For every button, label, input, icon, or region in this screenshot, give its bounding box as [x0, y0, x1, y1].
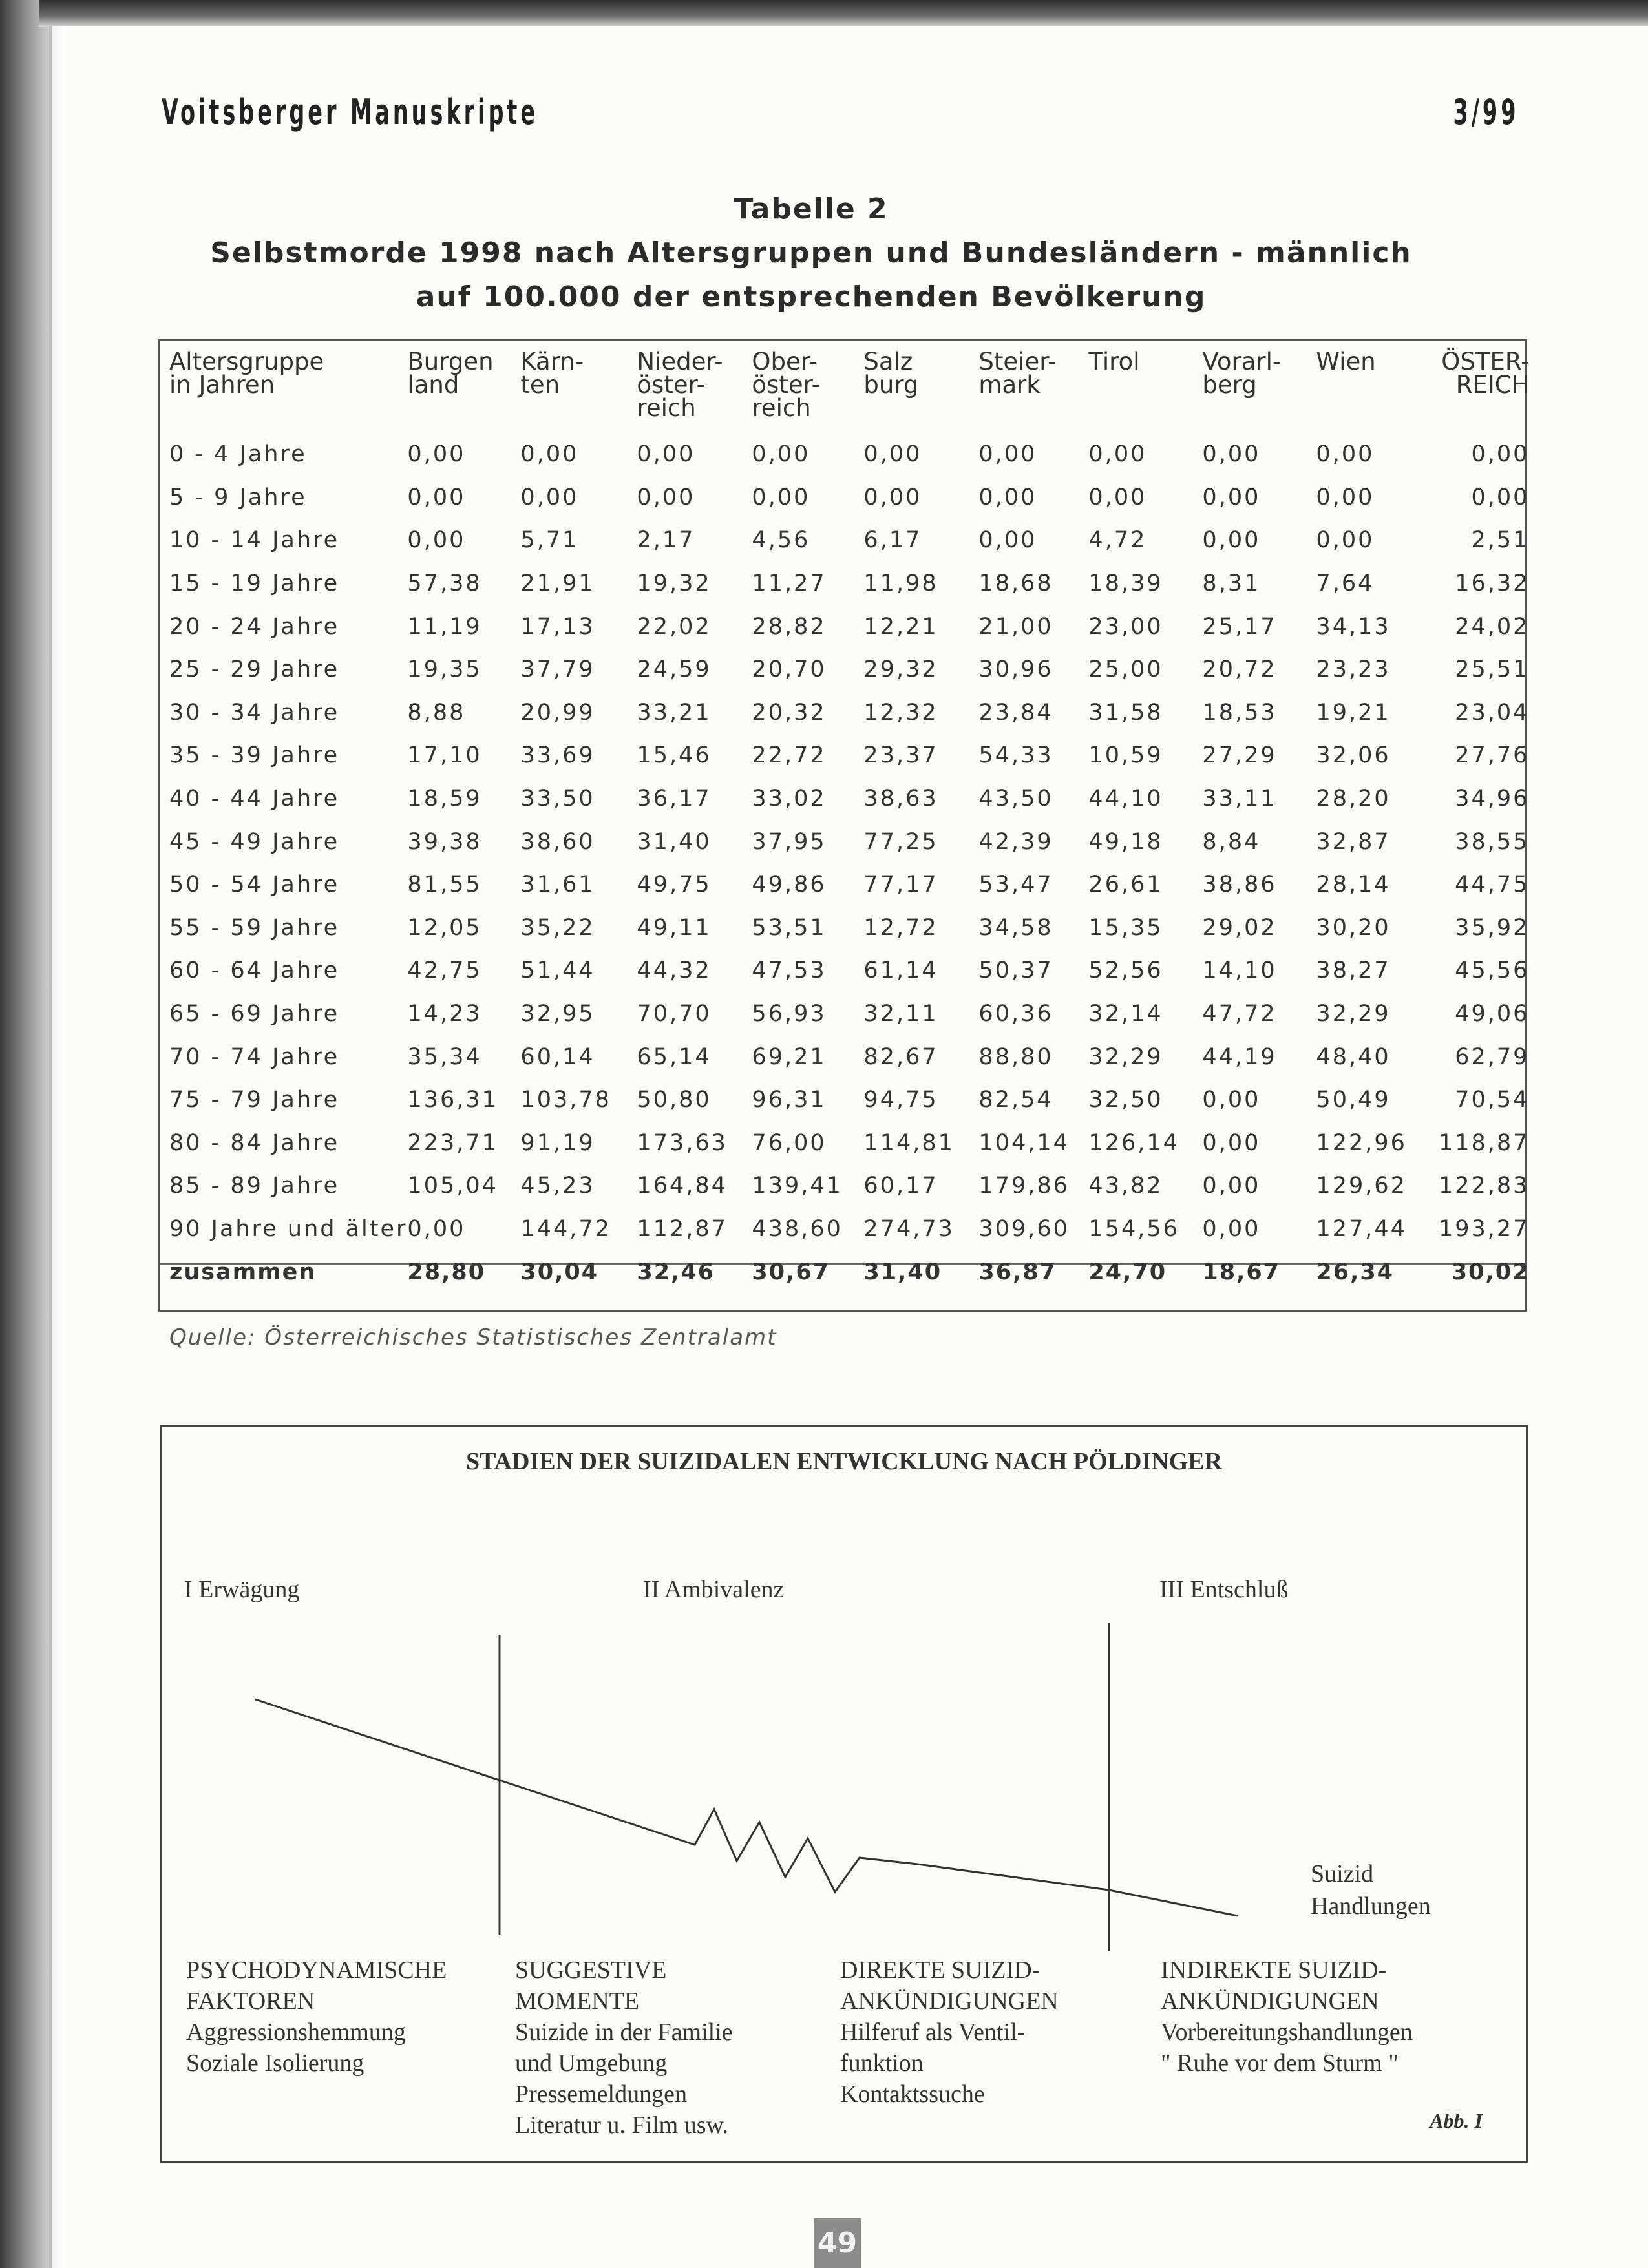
value-cell: 44,19	[1202, 1044, 1277, 1070]
value-cell: 2,17	[637, 527, 695, 554]
value-cell: 16,32	[1455, 571, 1530, 597]
row-label-cell: 10 - 14 Jahre	[169, 527, 340, 554]
row-label-cell: 45 - 49 Jahre	[169, 828, 340, 855]
value-cell: 32,87	[1316, 828, 1391, 855]
value-cell: 24,70	[1088, 1259, 1167, 1285]
value-cell: 122,83	[1438, 1173, 1530, 1199]
value-cell: 11,19	[407, 613, 482, 640]
value-cell: 5,71	[520, 527, 579, 554]
value-cell: 49,18	[1088, 828, 1163, 855]
row-label-cell: 50 - 54 Jahre	[169, 872, 340, 898]
value-cell: 42,39	[978, 828, 1053, 855]
value-cell: 76,00	[752, 1129, 827, 1156]
value-cell: 34,96	[1455, 786, 1530, 812]
value-cell: 33,69	[520, 742, 595, 769]
value-cell: 22,02	[637, 613, 712, 640]
stage-label-erwaegung: I Erwägung	[184, 1576, 300, 1603]
figure-title: STADIEN DER SUIZIDALEN ENTWICKLUNG NACH PÖLDINGER	[465, 1448, 1223, 1475]
row-label-cell: 5 - 9 Jahre	[169, 484, 307, 510]
value-cell: 36,87	[978, 1259, 1057, 1285]
row-label-cell: 75 - 79 Jahre	[169, 1087, 340, 1113]
value-cell: 31,40	[863, 1259, 942, 1285]
value-cell: 309,60	[978, 1215, 1070, 1242]
value-cell: 104,14	[978, 1129, 1070, 1156]
value-cell: 34,58	[978, 914, 1053, 941]
value-cell: 32,95	[520, 1001, 595, 1027]
value-cell: 52,56	[1088, 958, 1163, 984]
row-label-cell: 70 - 74 Jahre	[169, 1044, 340, 1070]
value-cell: 50,37	[978, 958, 1053, 984]
value-cell: 14,10	[1202, 958, 1277, 984]
value-cell: 122,96	[1316, 1129, 1407, 1156]
value-cell: 32,50	[1088, 1087, 1163, 1113]
value-cell: 179,86	[978, 1173, 1070, 1199]
factor-psychodynamic: PSYCHODYNAMISCHE FAKTOREN Aggressionshemmung Soziale Isolierung	[186, 1957, 447, 2077]
value-cell: 35,22	[520, 914, 595, 941]
value-cell: 44,75	[1455, 872, 1530, 898]
stage-label-ambivalenz: II Ambivalenz	[643, 1576, 785, 1603]
value-cell: 18,59	[407, 786, 482, 812]
value-cell: 91,19	[520, 1129, 595, 1156]
value-cell: 23,23	[1316, 656, 1391, 683]
outcome-label: Suizid Handlungen	[1311, 1860, 1431, 1920]
value-cell: 0,00	[1202, 1087, 1261, 1113]
value-cell: 103,78	[520, 1087, 611, 1113]
value-cell: 32,14	[1088, 1001, 1163, 1027]
value-cell: 193,27	[1438, 1215, 1530, 1242]
value-cell: 23,37	[863, 742, 938, 769]
value-cell: 0,00	[978, 527, 1037, 554]
factor-indirect-announcements: INDIREKTE SUIZID- ANKÜNDIGUNGEN Vorbereitungshandlungen " Ruhe vor dem Sturm "	[1161, 1957, 1413, 2077]
value-cell: 4,72	[1088, 527, 1147, 554]
value-cell: 15,46	[637, 742, 712, 769]
value-cell: 36,17	[637, 786, 712, 812]
value-cell: 0,00	[863, 441, 922, 468]
value-cell: 27,76	[1455, 742, 1530, 769]
value-cell: 24,59	[637, 656, 712, 683]
value-cell: 19,21	[1316, 699, 1391, 726]
value-cell: 19,32	[637, 571, 712, 597]
value-cell: 8,84	[1202, 828, 1261, 855]
value-cell: 0,00	[407, 1215, 466, 1242]
value-cell: 33,11	[1202, 786, 1277, 812]
value-cell: 29,32	[863, 656, 938, 683]
value-cell: 33,02	[752, 786, 827, 812]
col-header-oberoesterreich: Ober- öster- reich	[752, 348, 820, 422]
value-cell: 173,63	[637, 1129, 728, 1156]
value-cell: 20,99	[520, 699, 595, 726]
value-cell: 127,44	[1316, 1215, 1407, 1242]
value-cell: 7,64	[1316, 571, 1375, 597]
value-cell: 51,44	[520, 958, 595, 984]
value-cell: 0,00	[407, 527, 466, 554]
value-cell: 57,38	[407, 571, 482, 597]
row-label-cell: 80 - 84 Jahre	[169, 1129, 340, 1156]
value-cell: 0,00	[978, 441, 1037, 468]
value-cell: 38,63	[863, 786, 938, 812]
value-cell: 0,00	[520, 484, 579, 510]
value-cell: 38,55	[1455, 828, 1530, 855]
value-cell: 56,93	[752, 1001, 827, 1027]
value-cell: 8,88	[407, 699, 466, 726]
value-cell: 18,67	[1202, 1259, 1281, 1285]
value-cell: 39,38	[407, 828, 482, 855]
value-cell: 70,54	[1455, 1087, 1530, 1113]
col-header-steiermark: Steier- mark	[978, 348, 1057, 399]
value-cell: 30,02	[1451, 1259, 1530, 1285]
value-cell: 30,96	[978, 656, 1053, 683]
factor-suggestive: SUGGESTIVE MOMENTE Suizide in der Familie und Umgebung Pressemeldungen Literatur u. Film usw.	[515, 1957, 733, 2139]
value-cell: 20,72	[1202, 656, 1277, 683]
value-cell: 34,13	[1316, 613, 1391, 640]
value-cell: 62,79	[1455, 1044, 1530, 1070]
value-cell: 0,00	[1202, 527, 1261, 554]
page-number: 49	[814, 2218, 861, 2268]
value-cell: 33,50	[520, 786, 595, 812]
value-cell: 17,10	[407, 742, 482, 769]
value-cell: 154,56	[1088, 1215, 1179, 1242]
col-header-oesterreich: ÖSTER- REICH	[1441, 348, 1530, 399]
value-cell: 30,04	[520, 1259, 599, 1285]
value-cell: 12,05	[407, 914, 482, 941]
value-cell: 38,60	[520, 828, 595, 855]
value-cell: 15,35	[1088, 914, 1163, 941]
row-label-cell: 35 - 39 Jahre	[169, 742, 340, 769]
publication-title: Voitsberger Manuskripte	[162, 92, 539, 132]
value-cell: 65,14	[637, 1044, 712, 1070]
value-cell: 48,40	[1316, 1044, 1391, 1070]
value-cell: 223,71	[407, 1129, 498, 1156]
col-header-kaernten: Kärn- ten	[520, 348, 584, 399]
value-cell: 164,84	[637, 1173, 728, 1199]
value-cell: 12,72	[863, 914, 938, 941]
value-cell: 24,02	[1455, 613, 1530, 640]
row-label-cell: 40 - 44 Jahre	[169, 786, 340, 812]
development-trajectory-line	[255, 1699, 1238, 1916]
value-cell: 0,00	[1202, 484, 1261, 510]
value-cell: 61,14	[863, 958, 938, 984]
value-cell: 0,00	[407, 484, 466, 510]
value-cell: 30,67	[752, 1259, 830, 1285]
value-cell: 23,84	[978, 699, 1053, 726]
value-cell: 49,06	[1455, 1001, 1530, 1027]
value-cell: 11,98	[863, 571, 938, 597]
value-cell: 35,34	[407, 1044, 482, 1070]
value-cell: 32,29	[1316, 1001, 1391, 1027]
table-label: Tabelle 2	[734, 193, 889, 226]
value-cell: 2,51	[1471, 527, 1530, 554]
value-cell: 32,46	[637, 1259, 715, 1285]
issue-number: 3/99	[1453, 92, 1519, 132]
value-cell: 20,32	[752, 699, 827, 726]
value-cell: 38,86	[1202, 872, 1277, 898]
col-header-age-group: Altersgruppe in Jahren	[169, 348, 324, 399]
value-cell: 77,17	[863, 872, 938, 898]
value-cell: 37,79	[520, 656, 595, 683]
row-label-cell: 55 - 59 Jahre	[169, 914, 340, 941]
value-cell: 43,82	[1088, 1173, 1163, 1199]
value-cell: 29,02	[1202, 914, 1277, 941]
value-cell: 69,21	[752, 1044, 827, 1070]
value-cell: 139,41	[752, 1173, 843, 1199]
value-cell: 94,75	[863, 1087, 938, 1113]
value-cell: 31,40	[637, 828, 712, 855]
row-label-cell: 65 - 69 Jahre	[169, 1001, 340, 1027]
value-cell: 43,50	[978, 786, 1053, 812]
value-cell: 82,67	[863, 1044, 938, 1070]
value-cell: 70,70	[637, 1001, 712, 1027]
value-cell: 0,00	[1316, 527, 1375, 554]
value-cell: 144,72	[520, 1215, 611, 1242]
value-cell: 33,21	[637, 699, 712, 726]
value-cell: 28,20	[1316, 786, 1391, 812]
value-cell: 77,25	[863, 828, 938, 855]
value-cell: 12,32	[863, 699, 938, 726]
value-cell: 105,04	[407, 1173, 498, 1199]
value-cell: 19,35	[407, 656, 482, 683]
value-cell: 0,00	[1471, 441, 1530, 468]
value-cell: 32,06	[1316, 742, 1391, 769]
value-cell: 0,00	[752, 484, 810, 510]
value-cell: 0,00	[1202, 1173, 1261, 1199]
row-label-cell: 0 - 4 Jahre	[169, 441, 307, 468]
value-cell: 0,00	[637, 441, 695, 468]
row-label-cell: 90 Jahre und älter	[169, 1215, 408, 1242]
value-cell: 31,61	[520, 872, 595, 898]
row-label-cell: 25 - 29 Jahre	[169, 656, 340, 683]
value-cell: 49,86	[752, 872, 827, 898]
value-cell: 23,00	[1088, 613, 1163, 640]
value-cell: 38,27	[1316, 958, 1391, 984]
col-header-salzburg: Salz burg	[863, 348, 919, 399]
value-cell: 0,00	[1202, 1129, 1261, 1156]
value-cell: 112,87	[637, 1215, 728, 1242]
value-cell: 47,53	[752, 958, 827, 984]
value-cell: 32,29	[1088, 1044, 1163, 1070]
value-cell: 18,53	[1202, 699, 1277, 726]
row-label-cell: zusammen	[169, 1259, 317, 1285]
value-cell: 11,27	[752, 571, 827, 597]
value-cell: 10,59	[1088, 742, 1163, 769]
value-cell: 35,92	[1455, 914, 1530, 941]
value-cell: 129,62	[1316, 1173, 1407, 1199]
value-cell: 47,72	[1202, 1001, 1277, 1027]
value-cell: 30,20	[1316, 914, 1391, 941]
value-cell: 0,00	[1202, 441, 1261, 468]
value-cell: 21,00	[978, 613, 1053, 640]
value-cell: 21,91	[520, 571, 595, 597]
value-cell: 44,32	[637, 958, 712, 984]
figure-reference: Abb. I	[1430, 2109, 1483, 2132]
value-cell: 44,10	[1088, 786, 1163, 812]
value-cell: 22,72	[752, 742, 827, 769]
row-label-cell: 15 - 19 Jahre	[169, 571, 340, 597]
value-cell: 49,75	[637, 872, 712, 898]
col-header-wien: Wien	[1316, 348, 1376, 375]
value-cell: 88,80	[978, 1044, 1053, 1070]
stage-label-entschluss: III Entschluß	[1159, 1576, 1289, 1603]
value-cell: 23,04	[1455, 699, 1530, 726]
value-cell: 8,31	[1202, 571, 1261, 597]
value-cell: 54,33	[978, 742, 1053, 769]
value-cell: 50,49	[1316, 1087, 1391, 1113]
value-cell: 28,82	[752, 613, 827, 640]
row-label-cell: 85 - 89 Jahre	[169, 1173, 340, 1199]
value-cell: 25,17	[1202, 613, 1277, 640]
col-header-vorarlberg: Vorarl- berg	[1202, 348, 1282, 399]
value-cell: 45,23	[520, 1173, 595, 1199]
value-cell: 126,14	[1088, 1129, 1179, 1156]
value-cell: 18,68	[978, 571, 1053, 597]
value-cell: 0,00	[520, 441, 579, 468]
value-cell: 96,31	[752, 1087, 827, 1113]
value-cell: 0,00	[978, 484, 1037, 510]
value-cell: 60,17	[863, 1173, 938, 1199]
value-cell: 0,00	[1316, 441, 1375, 468]
value-cell: 114,81	[863, 1129, 955, 1156]
value-cell: 28,14	[1316, 872, 1391, 898]
value-cell: 37,95	[752, 828, 827, 855]
value-cell: 31,58	[1088, 699, 1163, 726]
value-cell: 6,17	[863, 527, 922, 554]
value-cell: 25,00	[1088, 656, 1163, 683]
value-cell: 0,00	[1088, 441, 1147, 468]
value-cell: 60,36	[978, 1001, 1053, 1027]
col-header-niederoesterreich: Nieder- öster- reich	[637, 348, 723, 422]
value-cell: 53,51	[752, 914, 827, 941]
value-cell: 32,11	[863, 1001, 938, 1027]
value-cell: 25,51	[1455, 656, 1530, 683]
value-cell: 26,61	[1088, 872, 1163, 898]
value-cell: 0,00	[1202, 1215, 1261, 1242]
factor-direct-announcements: DIREKTE SUIZID- ANKÜNDIGUNGEN Hilferuf als Ventil- funktion Kontaktssuche	[840, 1957, 1059, 2108]
col-header-burgenland: Burgen land	[407, 348, 494, 399]
row-label-cell: 30 - 34 Jahre	[169, 699, 340, 726]
value-cell: 28,80	[407, 1259, 486, 1285]
value-cell: 0,00	[752, 441, 810, 468]
value-cell: 438,60	[752, 1215, 843, 1242]
value-cell: 0,00	[863, 484, 922, 510]
value-cell: 14,23	[407, 1001, 482, 1027]
value-cell: 118,87	[1438, 1129, 1530, 1156]
col-header-tirol: Tirol	[1088, 348, 1140, 375]
table-title-line-2: auf 100.000 der entsprechenden Bevölkerung	[416, 280, 1207, 313]
table-source-note: Quelle: Österreichisches Statistisches Zentralamt	[169, 1325, 777, 1350]
value-cell: 45,56	[1455, 958, 1530, 984]
value-cell: 18,39	[1088, 571, 1163, 597]
value-cell: 81,55	[407, 872, 482, 898]
value-cell: 42,75	[407, 958, 482, 984]
value-cell: 136,31	[407, 1087, 498, 1113]
value-cell: 49,11	[637, 914, 712, 941]
row-label-cell: 60 - 64 Jahre	[169, 958, 340, 984]
row-label-cell: 20 - 24 Jahre	[169, 613, 340, 640]
value-cell: 0,00	[407, 441, 466, 468]
value-cell: 17,13	[520, 613, 595, 640]
value-cell: 274,73	[863, 1215, 955, 1242]
value-cell: 4,56	[752, 527, 810, 554]
value-cell: 0,00	[1088, 484, 1147, 510]
value-cell: 26,34	[1316, 1259, 1395, 1285]
value-cell: 27,29	[1202, 742, 1277, 769]
value-cell: 53,47	[978, 872, 1053, 898]
value-cell: 82,54	[978, 1087, 1053, 1113]
value-cell: 50,80	[637, 1087, 712, 1113]
value-cell: 12,21	[863, 613, 938, 640]
value-cell: 0,00	[1471, 484, 1530, 510]
value-cell: 0,00	[637, 484, 695, 510]
value-cell: 20,70	[752, 656, 827, 683]
value-cell: 0,00	[1316, 484, 1375, 510]
table-title-line-1: Selbstmorde 1998 nach Altersgruppen und Bundesländern - männlich	[210, 236, 1412, 269]
value-cell: 60,14	[520, 1044, 595, 1070]
